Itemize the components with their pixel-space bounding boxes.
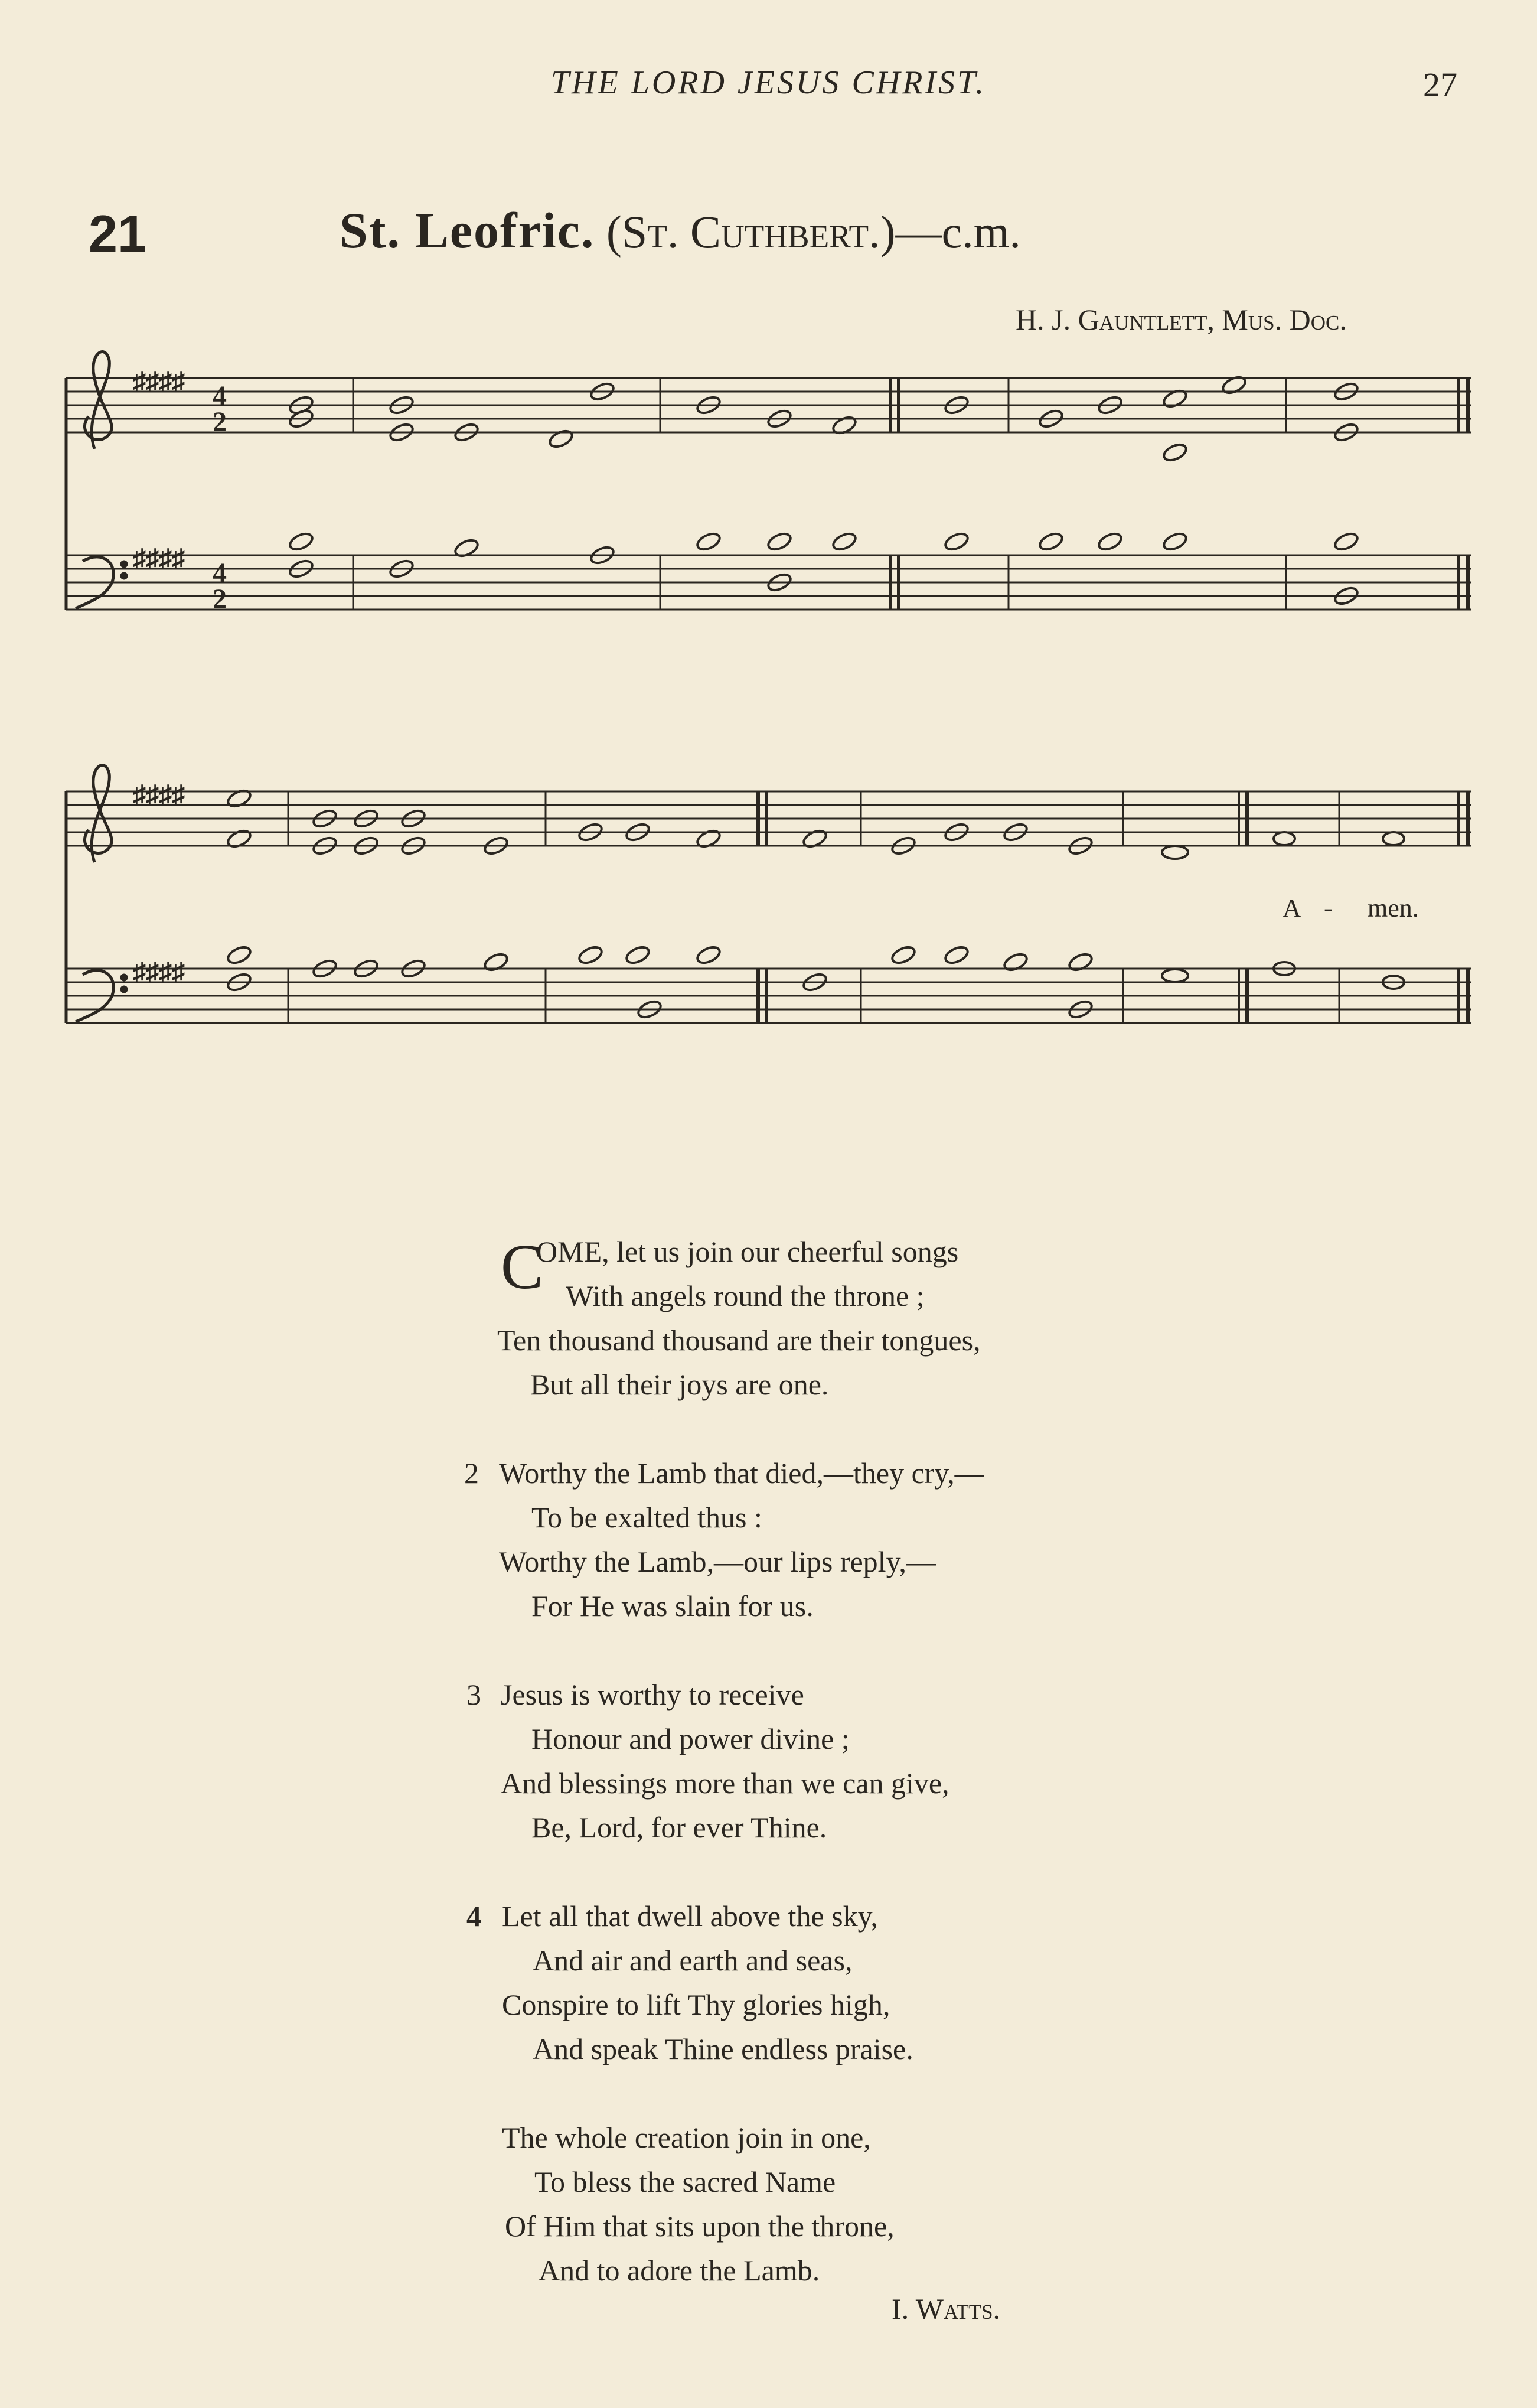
verse-4-line-1: Let all that dwell above the sky, (502, 1899, 878, 1933)
bass-time-signature-bottom: 2 (213, 584, 227, 615)
system2-bass-sharps: ♯♯♯♯ (133, 957, 185, 986)
verse-3-line-3: And blessings more than we can give, (501, 1767, 949, 1800)
verse-4-line-4: And speak Thine endless praise. (533, 2032, 913, 2065)
system2-treble-notes (226, 788, 1404, 859)
hymn-author: I. Watts. (892, 2292, 1001, 2325)
verse-2-line-4: For He was slain for us. (531, 1589, 814, 1622)
system2-clefs (76, 765, 126, 1022)
meter: —c.m. (895, 206, 1021, 258)
verse-2-line-1: Worthy the Lamb that died,—they cry,— (499, 1456, 984, 1490)
system2-bass-staff (66, 969, 1471, 1023)
verse-5-line-3: Of Him that sits upon the throne, (505, 2210, 895, 2243)
system1-bass-sharps: ♯♯♯♯ (133, 544, 185, 573)
amen-hyphen: - (1324, 894, 1333, 923)
verse-1-line-4: But all their joys are one. (530, 1368, 829, 1401)
verse-4-line-2: And air and earth and seas, (533, 1944, 853, 1977)
verse-5-line-4: And to adore the Lamb. (539, 2254, 820, 2287)
verse-1-line-1: OME, let us join our cheerful songs (536, 1235, 959, 1268)
verse-3-line-2: Honour and power divine ; (531, 1722, 850, 1755)
verse-5-line-1: The whole creation join in one, (502, 2121, 871, 2154)
system1-clefs (76, 352, 126, 608)
time-signature-top: 4 (213, 380, 227, 412)
composer: H. J. Gauntlett, Mus. Doc. (1016, 303, 1347, 336)
system1-treble-sharps: ♯♯♯♯ (133, 367, 185, 396)
verse-3-line-1: Jesus is worthy to receive (501, 1678, 804, 1711)
verse-1-line-3: Ten thousand thousand are their tongues, (497, 1324, 981, 1357)
system2-treble-staff (66, 791, 1471, 846)
time-signature-bottom: 2 (213, 406, 227, 438)
verse-3-number: 3 (466, 1678, 481, 1711)
page-number: 27 (1423, 66, 1457, 104)
verse-3-line-4: Be, Lord, for ever Thine. (531, 1811, 827, 1844)
music-score (0, 0, 1537, 1063)
tune-name: St. Leofric. (340, 202, 595, 259)
verse-5-line-2: To bless the sacred Name (534, 2165, 836, 2198)
verse-2-line-3: Worthy the Lamb,—our lips reply,— (499, 1545, 936, 1578)
bass-time-signature-top: 4 (213, 558, 227, 589)
verse-4-line-3: Conspire to lift Thy glories high, (502, 1988, 890, 2021)
system2-treble-sharps: ♯♯♯♯ (133, 780, 185, 809)
verse-1-line-2: With angels round the throne ; (566, 1279, 925, 1312)
running-head: THE LORD JESUS CHRIST. (550, 64, 987, 101)
verse-4-number: 4 (466, 1899, 481, 1933)
verse-2-line-2: To be exalted thus : (531, 1501, 762, 1534)
verse-1-dropcap: C (501, 1232, 544, 1302)
verse-2-number: 2 (464, 1456, 479, 1490)
amen-syllable-men: men. (1368, 894, 1419, 923)
system2-barlines (66, 791, 1468, 1023)
hymn-number: 21 (89, 204, 146, 263)
alternate-tune: (St. Cuthbert.) (606, 206, 896, 258)
system1-barlines (66, 378, 1468, 610)
amen-syllable-a: A (1283, 894, 1301, 923)
